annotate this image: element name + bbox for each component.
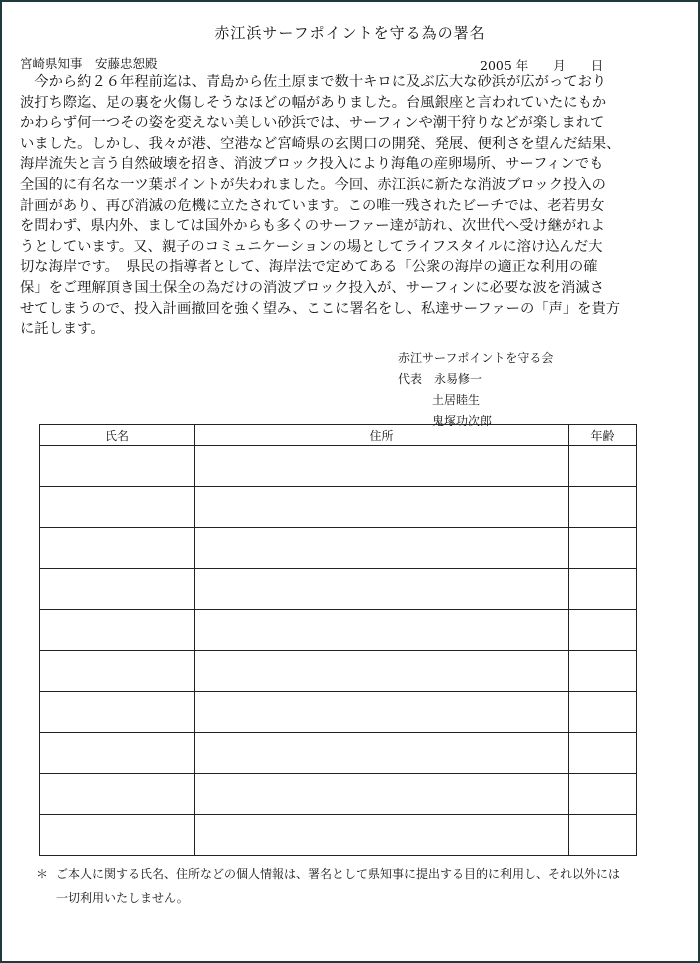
- header-address: 住所: [195, 425, 569, 446]
- note-line: 一切利用いたしません。: [56, 891, 189, 905]
- table-row: [40, 774, 637, 815]
- note-mark: ＊: [36, 867, 49, 881]
- header-name: 氏名: [40, 425, 195, 446]
- address-cell[interactable]: [195, 733, 569, 774]
- signature-table: [39, 424, 637, 856]
- name-cell[interactable]: [40, 487, 195, 528]
- address-cell[interactable]: [195, 651, 569, 692]
- body-line: を問わず、県内外、ましては国外からも多くのサーファー達が訪れ、次世代へ受け継がれよ: [20, 218, 605, 235]
- organization-block: [398, 348, 553, 432]
- body-line: 保」をご理解頂き国土保全の為だけの消波ブロック投入が、サーフィンに必要な波を消滅さ: [20, 279, 605, 296]
- privacy-note: [36, 862, 620, 910]
- header-age: 年齢: [569, 425, 637, 446]
- representative-label: 代表: [398, 372, 423, 386]
- name-cell[interactable]: [40, 446, 195, 487]
- table-header-row: [40, 425, 637, 446]
- address-cell[interactable]: [195, 569, 569, 610]
- address-cell[interactable]: [195, 528, 569, 569]
- address-cell[interactable]: [195, 487, 569, 528]
- age-cell[interactable]: [569, 528, 637, 569]
- age-cell[interactable]: [569, 487, 637, 528]
- age-cell[interactable]: [569, 733, 637, 774]
- address-cell[interactable]: [195, 692, 569, 733]
- table-row: [40, 733, 637, 774]
- address-cell[interactable]: [195, 774, 569, 815]
- name-cell[interactable]: [40, 651, 195, 692]
- age-cell[interactable]: [569, 692, 637, 733]
- body-paragraph: [20, 72, 685, 340]
- body-line: に託します。: [20, 321, 105, 338]
- age-cell[interactable]: [569, 446, 637, 487]
- address-cell[interactable]: [195, 610, 569, 651]
- body-line: うとしています。又、親子のコミュニケーションの場としてライフスタイルに溶け込んだ大: [20, 238, 603, 255]
- note-line: ご本人に関する氏名、住所などの個人情報は、署名として県知事に提出する目的に利用し、それ以外には: [56, 867, 621, 881]
- name-cell[interactable]: [40, 692, 195, 733]
- name-cell[interactable]: [40, 815, 195, 856]
- address-cell[interactable]: [195, 815, 569, 856]
- table-row: [40, 569, 637, 610]
- age-cell[interactable]: [569, 569, 637, 610]
- table-row: [40, 815, 637, 856]
- body-line: 海岸流失と言う自然破壊を招き、消波ブロック投入により海亀の産卵場所、サーフィンでも: [20, 156, 604, 173]
- signature-rows: [40, 446, 637, 856]
- name-cell[interactable]: [40, 569, 195, 610]
- table-row: [40, 610, 637, 651]
- body-line: いました。しかし、我々が港、空港など宮崎県の玄関口の開発、発展、便利さを望んだ結果、: [20, 135, 621, 152]
- table-row: [40, 651, 637, 692]
- recipient: 宮崎県知事 安藤忠恕殿: [20, 56, 158, 71]
- table-row: [40, 487, 637, 528]
- table-row: [40, 446, 637, 487]
- table-row: [40, 528, 637, 569]
- body-line: せてしまうので、投入計画撤回を強く望み、ここに署名をし、私達サーファーの「声」を貴方: [20, 300, 621, 317]
- body-line: 波打ち際迄、足の裏を火傷しそうなほどの幅がありました。台風銀座と言われていたにもか: [20, 94, 607, 111]
- representative-row: [398, 369, 553, 390]
- representative-name: 永易修一: [434, 372, 483, 386]
- member-name: 土居睦生: [432, 393, 481, 407]
- age-cell[interactable]: [569, 774, 637, 815]
- body-line: 全国的に有名な一ツ葉ポイントが失われました。今回、赤江浜に新たな消波ブロック投入の: [20, 176, 606, 193]
- age-cell[interactable]: [569, 610, 637, 651]
- age-cell[interactable]: [569, 815, 637, 856]
- age-cell[interactable]: [569, 651, 637, 692]
- name-cell[interactable]: [40, 733, 195, 774]
- address-cell[interactable]: [195, 446, 569, 487]
- body-line: 計画があり、再び消滅の危機に立たされています。この唯一残されたビーチでは、老若男女: [20, 197, 605, 214]
- document-title: 赤江浜サーフポイントを守る為の署名: [214, 24, 486, 42]
- member-name: 鬼塚功次郎: [432, 414, 493, 428]
- name-cell[interactable]: [40, 528, 195, 569]
- body-line: 切な海岸です。 県民の指導者として、海岸法で定めてある「公衆の海岸の適正な利用の確: [20, 259, 598, 276]
- organization-name: 赤江サーフポイントを守る会: [398, 351, 554, 365]
- name-cell[interactable]: [40, 610, 195, 651]
- date-field: 2005 年 月 日: [480, 58, 604, 73]
- name-cell[interactable]: [40, 774, 195, 815]
- body-line: かわらず何一つその姿を変えない美しい砂浜では、サーフィンや潮干狩りなどが楽しまれて: [20, 115, 605, 132]
- body-line: 今から約２６年程前迄は、青島から佐土原まで数十キロに及ぶ広大な砂浜が広がっており: [20, 74, 607, 90]
- table-row: [40, 692, 637, 733]
